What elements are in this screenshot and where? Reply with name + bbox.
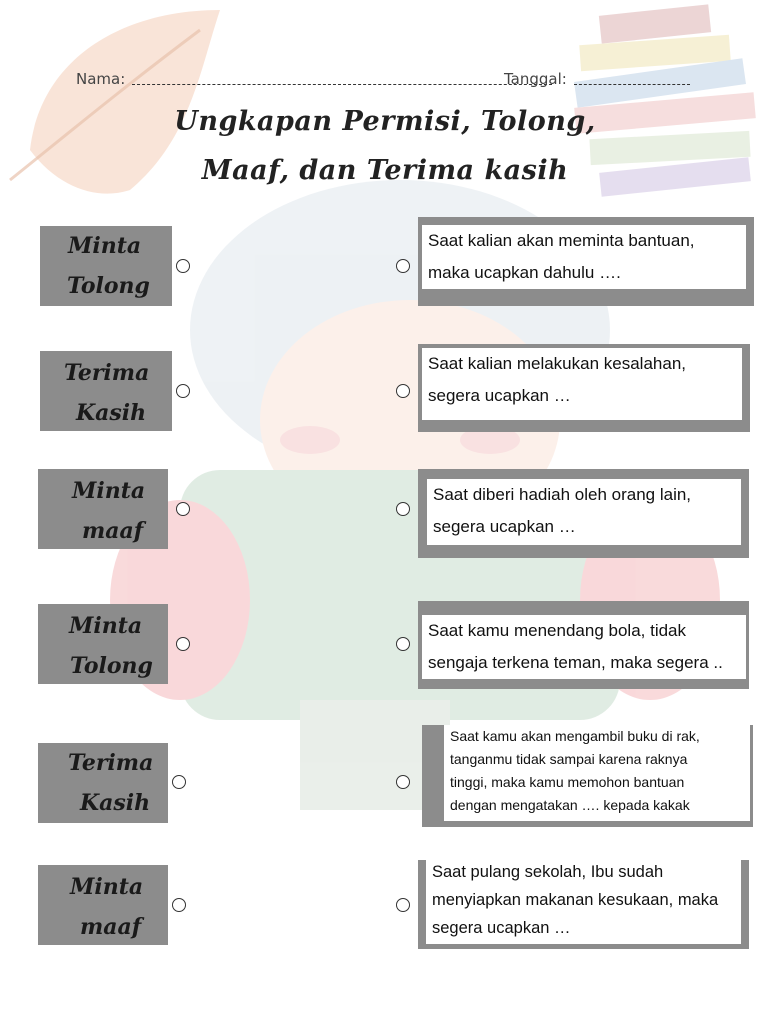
question-line: Saat pulang sekolah, Ibu sudah bbox=[432, 863, 664, 881]
answer-line: Minta bbox=[69, 613, 143, 639]
question-line: tinggi, maka kamu memohon bantuan bbox=[450, 774, 685, 790]
question-line: Saat diberi hadiah oleh orang lain, bbox=[433, 485, 692, 504]
question-line: segera ucapkan … bbox=[432, 919, 571, 937]
left-connector-dot-2[interactable] bbox=[176, 384, 190, 398]
left-connector-dot-5[interactable] bbox=[172, 775, 186, 789]
question-box-6 bbox=[418, 860, 749, 949]
nama-input-line[interactable] bbox=[132, 70, 552, 85]
question-line: Saat kamu akan mengambil buku di rak, bbox=[450, 728, 700, 744]
question-box-3 bbox=[418, 469, 749, 558]
question-line: segera ucapkan … bbox=[433, 517, 576, 536]
right-connector-dot-4[interactable] bbox=[396, 637, 410, 651]
tanggal-input-line[interactable] bbox=[574, 70, 690, 85]
right-connector-dot-3[interactable] bbox=[396, 502, 410, 516]
answer-line: Minta bbox=[68, 233, 142, 259]
answer-line: Terima bbox=[68, 750, 154, 776]
answer-box-2 bbox=[40, 351, 172, 431]
question-box-2 bbox=[418, 344, 750, 432]
question-line: Saat kalian akan meminta bantuan, bbox=[428, 231, 695, 250]
question-line: dengan mengatakan …. kepada kakak bbox=[450, 797, 690, 813]
question-line: Saat kalian melakukan kesalahan, bbox=[428, 354, 686, 373]
left-connector-dot-1[interactable] bbox=[176, 259, 190, 273]
question-box-5 bbox=[422, 725, 753, 827]
answer-line: Terima bbox=[64, 360, 150, 386]
answer-line: Tolong bbox=[70, 653, 153, 679]
left-connector-dot-3[interactable] bbox=[176, 502, 190, 516]
answer-box-4 bbox=[38, 604, 168, 684]
right-connector-dot-2[interactable] bbox=[396, 384, 410, 398]
right-connector-dot-6[interactable] bbox=[396, 898, 410, 912]
page-title-line1: Ungkapan Permisi, Tolong, bbox=[174, 106, 596, 137]
left-connector-dot-4[interactable] bbox=[176, 637, 190, 651]
question-line: segera ucapkan … bbox=[428, 386, 571, 405]
question-line: menyiapkan makanan kesukaan, maka bbox=[432, 891, 719, 909]
question-line: maka ucapkan dahulu …. bbox=[428, 263, 621, 282]
tanggal-label: Tanggal: bbox=[504, 70, 567, 88]
page-title-line2: Maaf, dan Terima kasih bbox=[201, 155, 569, 186]
answer-line: Minta bbox=[72, 478, 146, 504]
left-connector-dot-6[interactable] bbox=[172, 898, 186, 912]
question-line: Saat kamu menendang bola, tidak bbox=[428, 621, 687, 640]
right-connector-dot-1[interactable] bbox=[396, 259, 410, 273]
answer-line: Kasih bbox=[76, 400, 147, 426]
question-box-1 bbox=[418, 217, 754, 306]
answer-box-1 bbox=[40, 226, 172, 306]
question-box-4 bbox=[418, 601, 749, 689]
answer-box-5 bbox=[38, 743, 168, 823]
question-line: tanganmu tidak sampai karena raknya bbox=[450, 751, 688, 767]
answer-line: maaf bbox=[80, 914, 142, 940]
nama-label: Nama: bbox=[76, 70, 126, 88]
answer-box-3 bbox=[38, 469, 168, 549]
answer-line: Tolong bbox=[67, 273, 150, 299]
header-row bbox=[76, 66, 716, 92]
answer-box-6 bbox=[38, 865, 168, 945]
answer-line: maaf bbox=[82, 518, 144, 544]
answer-line: Kasih bbox=[80, 790, 151, 816]
right-connector-dot-5[interactable] bbox=[396, 775, 410, 789]
question-line: sengaja terkena teman, maka segera .. bbox=[428, 653, 723, 672]
answer-line: Minta bbox=[70, 874, 144, 900]
